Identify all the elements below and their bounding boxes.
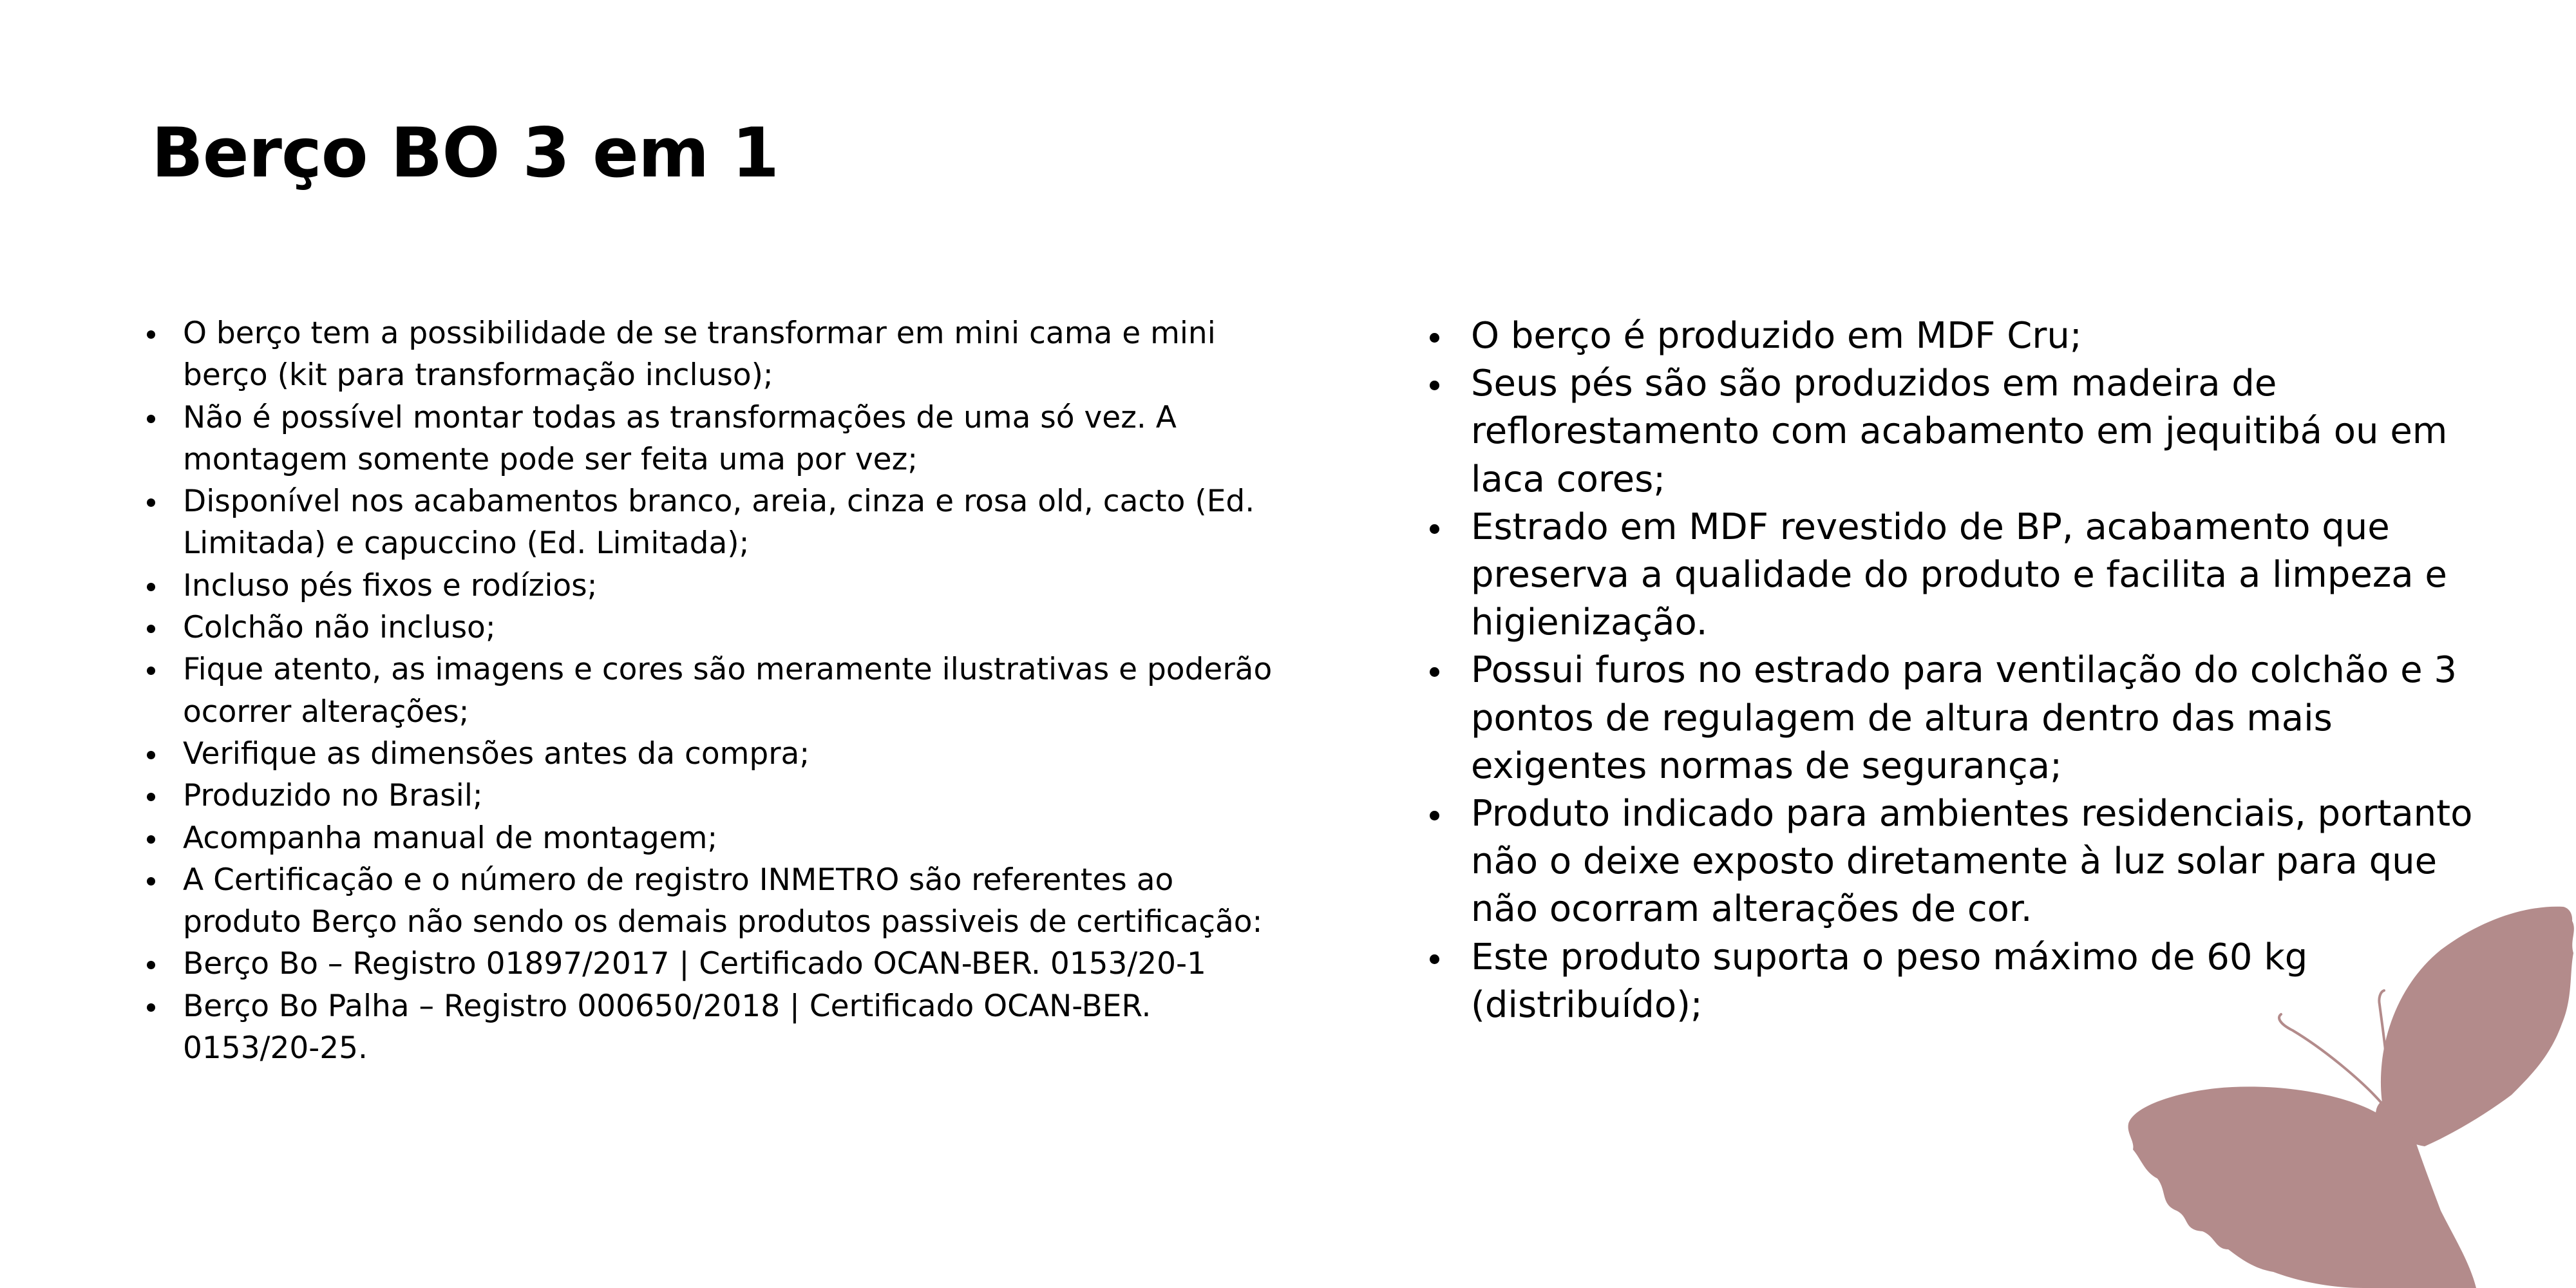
left-feature-list (183, 312, 1284, 1069)
list-item: Verifique as dimensões antes da compra; (183, 733, 1284, 775)
list-item: Colchão não incluso; (183, 607, 1284, 649)
page-title: Berço BO 3 em 1 (151, 113, 779, 193)
list-item: Produto indicado para ambientes residenciais, portanto não o deixe exposto diretamente à luz solar para que não ocorram alterações de cor. (1471, 790, 2476, 934)
butterfly-icon (2119, 902, 2576, 1288)
list-item: Possui furos no estrado para ventilação do colchão e 3 pontos de regulagem de altura dentro das mais exigentes normas de segurança; (1471, 647, 2476, 790)
list-item: Acompanha manual de montagem; (183, 817, 1284, 859)
list-item: Este produto suporta o peso máximo de 60 kg (distribuído); (1471, 934, 2476, 1029)
list-item: Berço Bo Palha – Registro 000650/2018 | Certificado OCAN-BER. 0153/20-25. (183, 985, 1284, 1070)
list-item: A Certificação e o número de registro INMETRO são referentes ao produto Berço não sendo os demais produtos passiveis de certificação: (183, 859, 1284, 943)
list-item: Seus pés são são produzidos em madeira de reflorestamento com acabamento em jequitibá ou em laca cores; (1471, 360, 2476, 504)
list-item: Produzido no Brasil; (183, 775, 1284, 817)
list-item: O berço tem a possibilidade de se transformar em mini cama e mini berço (kit para transformação incluso); (183, 312, 1284, 397)
list-item: Estrado em MDF revestido de BP, acabamento que preserva a qualidade do produto e facilita a limpeza e higienização. (1471, 504, 2476, 647)
list-item: Não é possível montar todas as transformações de uma só vez. A montagem somente pode ser feita uma por vez; (183, 397, 1284, 481)
list-item: Fique atento, as imagens e cores são meramente ilustrativas e poderão ocorrer alterações; (183, 649, 1284, 733)
list-item: O berço é produzido em MDF Cru; (1471, 312, 2476, 360)
list-item: Incluso pés fixos e rodízios; (183, 565, 1284, 607)
list-item: Berço Bo – Registro 01897/2017 | Certificado OCAN-BER. 0153/20-1 (183, 943, 1284, 985)
list-item: Disponível nos acabamentos branco, areia, cinza e rosa old, cacto (Ed. Limitada) e capuccino (Ed. Limitada); (183, 480, 1284, 565)
